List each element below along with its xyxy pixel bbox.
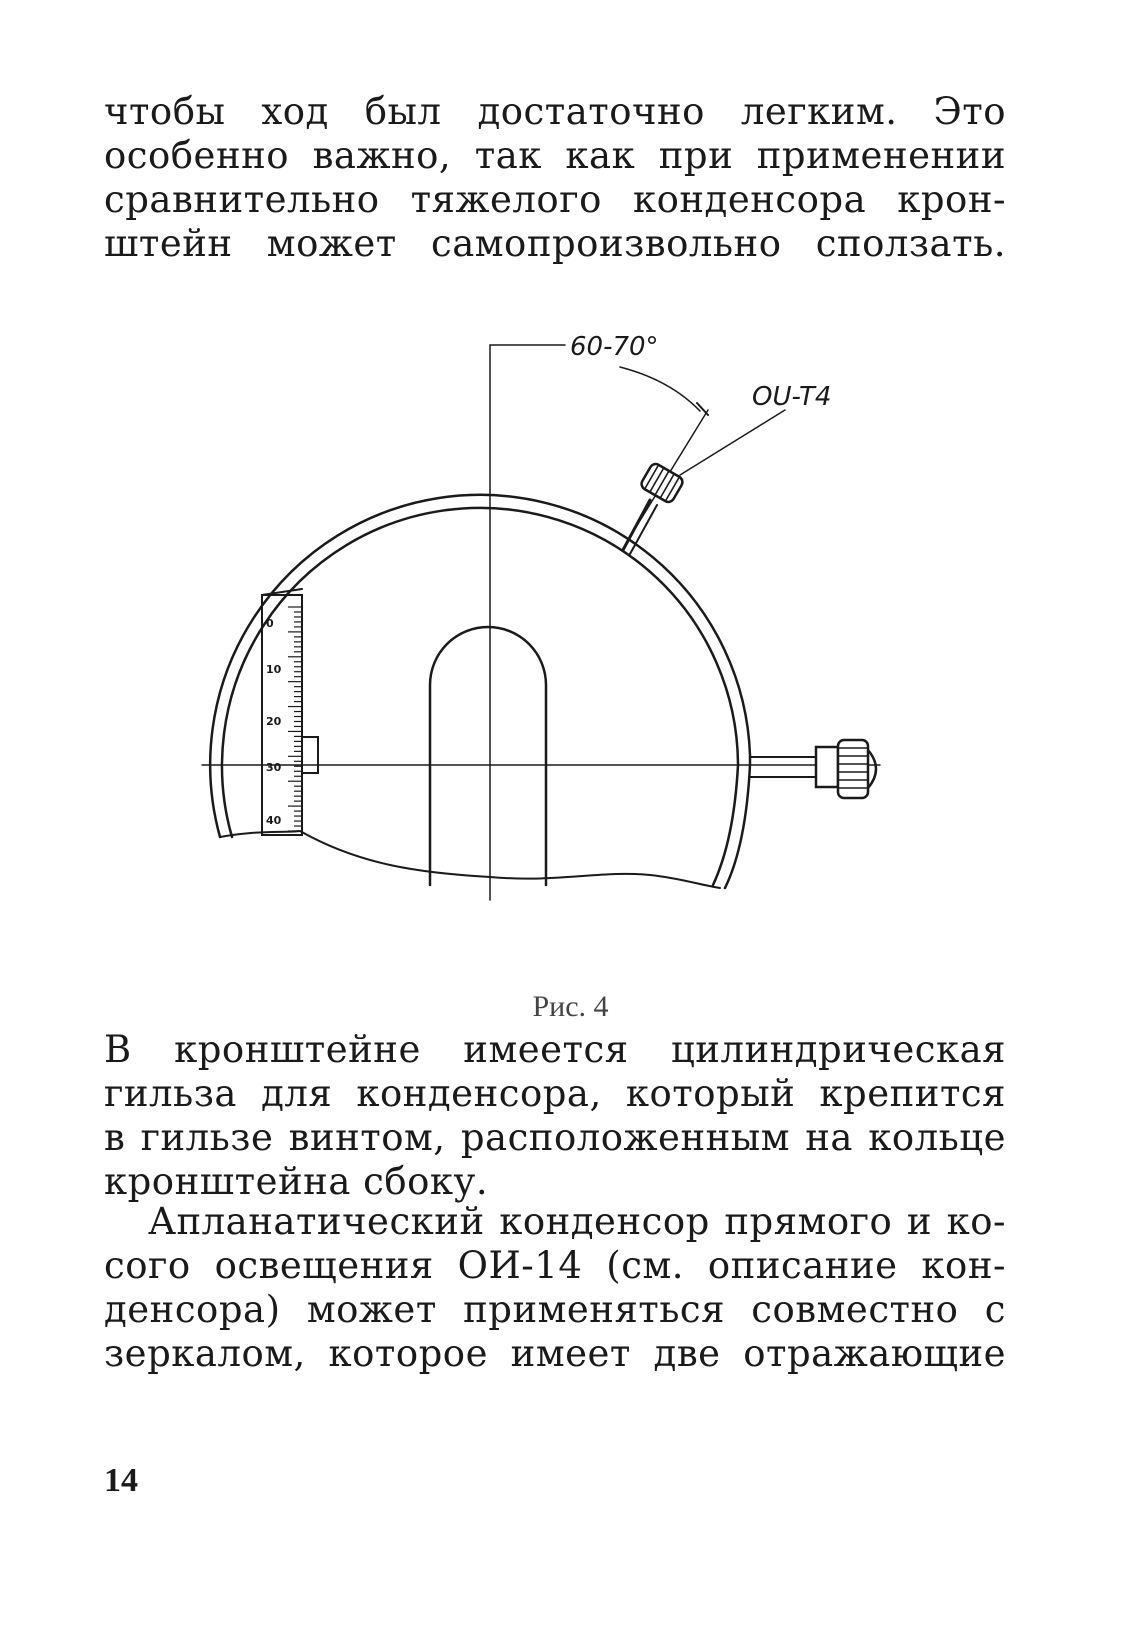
part-label-leader — [680, 410, 785, 475]
side-screw-knob — [816, 740, 876, 798]
top-paragraph — [104, 90, 1006, 266]
part-label: OU-T4 — [752, 382, 832, 412]
angle-dimension-arc — [620, 367, 700, 411]
text-line: гильза для конденсора, который крепится — [104, 1072, 1006, 1115]
scale-ticks — [288, 607, 302, 831]
scale-label: 10 — [266, 663, 282, 676]
bracket-ring-inner — [222, 508, 738, 837]
text-line: денсора) может применяться совместно с — [104, 1288, 1006, 1331]
figure-4-drawing — [180, 325, 940, 955]
top-screw-knob — [639, 462, 684, 504]
break-line — [220, 831, 720, 888]
text-line: Апланатический конденсор прямого и ко- — [148, 1200, 1006, 1243]
paragraph-3 — [104, 1200, 1006, 1376]
text-line: В кронштейне имеется цилиндрическая — [104, 1028, 1006, 1071]
text-line: зеркалом, которое имеет две отражающие — [104, 1332, 1006, 1375]
text-line: штейн может самопроизвольно сползать. — [104, 222, 1006, 265]
scale-label: 40 — [266, 814, 282, 827]
text-line: сравнительно тяжелого конденсора крон- — [104, 178, 1006, 221]
scale-label: 30 — [266, 761, 282, 774]
paragraph-2 — [104, 1028, 1006, 1204]
text-line: особенно важно, так как при применении — [104, 134, 1006, 177]
scale-label: 0 — [266, 617, 274, 630]
text-line: в гильзе винтом, расположенным на кольце — [104, 1116, 1006, 1159]
text-line: кронштейна сбоку. — [104, 1160, 489, 1203]
scale-indicator — [302, 737, 318, 773]
angle-label: 60-70° — [570, 332, 659, 362]
scale-label: 20 — [266, 715, 282, 728]
text-line: сого освещения ОИ-14 (см. описание кон- — [104, 1244, 1006, 1287]
bracket-ring-outer — [210, 495, 750, 837]
page-number: 14 — [104, 1462, 138, 1499]
figure-caption: Рис. 4 — [532, 990, 609, 1023]
condenser-sleeve — [430, 627, 546, 885]
text-line: чтобы ход был достаточно легким. Это — [104, 90, 1006, 133]
